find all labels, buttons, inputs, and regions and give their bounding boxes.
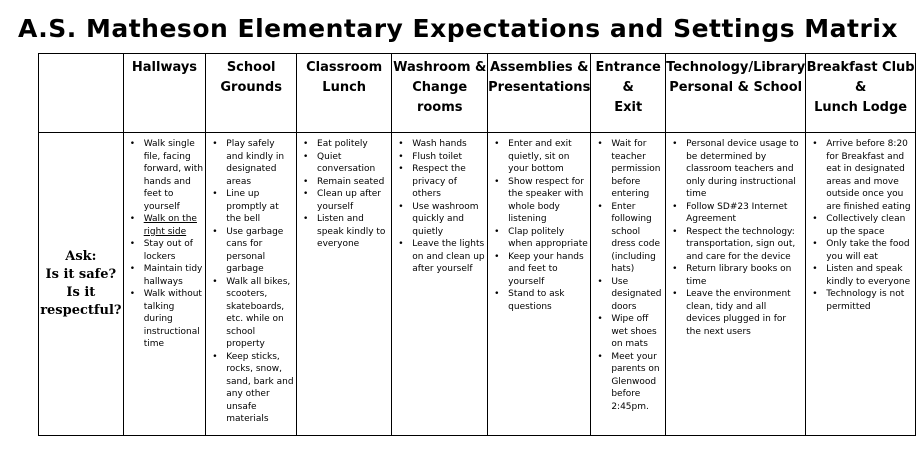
column-header-entrance-exit: Entrance & Exit <box>591 54 666 133</box>
list-item: • Technology is not permitted <box>810 288 913 313</box>
list-item: • Wait for teacher permission before entering <box>595 138 663 201</box>
list-item: • Use designated doors <box>595 276 663 314</box>
list-item: • Clap politely when appropriate <box>492 226 588 251</box>
column-header-hallways: Hallways <box>123 54 206 133</box>
list-item: • Use washroom quickly and quietly <box>396 201 485 239</box>
washroom-cell <box>392 133 488 436</box>
list-item: • Play safely and kindly in designated areas <box>210 138 294 188</box>
school-grounds-cell <box>206 133 297 436</box>
technology-library-cell <box>666 133 806 436</box>
list-item: • Wipe off wet shoes on mats <box>595 313 663 351</box>
header-row <box>39 54 916 133</box>
list-item: • Respect the privacy of others <box>396 163 485 201</box>
list-item: • Meet your parents on Glenwood before 2:45pm. <box>595 351 663 414</box>
washroom-list <box>392 133 487 276</box>
ask-line: Is it safe? <box>45 267 117 282</box>
column-header-technology-library: Technology/Library Personal & School <box>666 54 806 133</box>
list-item: • Listen and speak kindly to everyone <box>301 213 389 251</box>
column-header-breakfast-lunch: Breakfast Club & Lunch Lodge <box>806 54 916 133</box>
column-header-school-grounds: School Grounds <box>206 54 297 133</box>
list-item: • Use garbage cans for personal garbage <box>210 226 294 276</box>
list-item: • Quiet conversation <box>301 151 389 176</box>
expectations-row <box>39 133 916 436</box>
list-item: • Remain seated <box>301 176 389 189</box>
list-item: • Walk single file, facing forward, with hands and feet to yourself <box>128 138 204 213</box>
breakfast-lunch-list <box>806 133 915 313</box>
list-item: • Collectively clean up the space <box>810 213 913 238</box>
list-item: • Line up promptly at the bell <box>210 188 294 226</box>
list-item: • Only take the food you will eat <box>810 238 913 263</box>
page-title: A.S. Matheson Elementary Expectations and Settings Matrix <box>17 14 899 43</box>
ask-line: Is it <box>66 285 96 300</box>
list-item: • Keep sticks, rocks, snow, sand, bark and any other unsafe materials <box>210 351 294 426</box>
classroom-lunch-list <box>297 133 391 251</box>
entrance-exit-list <box>591 133 665 413</box>
list-item: • Walk without talking during instructional time <box>128 288 204 351</box>
hallways-list <box>124 133 206 351</box>
list-item: • Leave the environment clean, tidy and all devices plugged in for the next users <box>670 288 803 338</box>
list-item: • Personal device usage to be determined by classroom teachers and only during instructional time <box>670 138 803 201</box>
column-header-assemblies: Assemblies & Presentations <box>488 54 591 133</box>
ask-line: Ask: <box>65 249 97 264</box>
school-grounds-list <box>206 133 296 426</box>
column-header-washroom: Washroom & Change rooms <box>392 54 488 133</box>
list-item: • Walk all bikes, scooters, skateboards, etc. while on school property <box>210 276 294 351</box>
ask-cell <box>39 133 124 436</box>
hallways-cell <box>123 133 206 436</box>
list-item: • Clean up after yourself <box>301 188 389 213</box>
list-item-text: Walk on the right side <box>143 214 197 237</box>
classroom-lunch-cell <box>297 133 392 436</box>
column-header-classroom-lunch: Classroom Lunch <box>297 54 392 133</box>
assemblies-list <box>488 133 590 313</box>
list-item: • Maintain tidy hallways <box>128 263 204 288</box>
list-item <box>128 213 204 238</box>
corner-cell <box>39 54 124 133</box>
list-item: • Stay out of lockers <box>128 238 204 263</box>
list-item: • Enter and exit quietly, sit on your bottom <box>492 138 588 176</box>
entrance-exit-cell <box>591 133 666 436</box>
list-item: • Enter following school dress code (including hats) <box>595 201 663 276</box>
list-item: • Leave the lights on and clean up after yourself <box>396 238 485 276</box>
breakfast-lunch-cell <box>806 133 916 436</box>
list-item: • Follow SD#23 Internet Agreement <box>670 201 803 226</box>
list-item: • Arrive before 8:20 for Breakfast and eat in designated areas and move outside once you are finished eating <box>810 138 913 213</box>
list-item: • Show respect for the speaker with whole body listening <box>492 176 588 226</box>
list-item: • Flush toilet <box>396 151 485 164</box>
list-item: • Listen and speak kindly to everyone <box>810 263 913 288</box>
list-item: • Eat politely <box>301 138 389 151</box>
assemblies-cell <box>488 133 591 436</box>
technology-library-list <box>666 133 805 338</box>
list-item: • Keep your hands and feet to yourself <box>492 251 588 289</box>
list-item: • Return library books on time <box>670 263 803 288</box>
list-item: • Respect the technology: transportation, sign out, and care for the device <box>670 226 803 264</box>
list-item: • Wash hands <box>396 138 485 151</box>
expectations-matrix <box>38 53 916 436</box>
list-item: • Stand to ask questions <box>492 288 588 313</box>
ask-line: respectful? <box>40 303 122 318</box>
